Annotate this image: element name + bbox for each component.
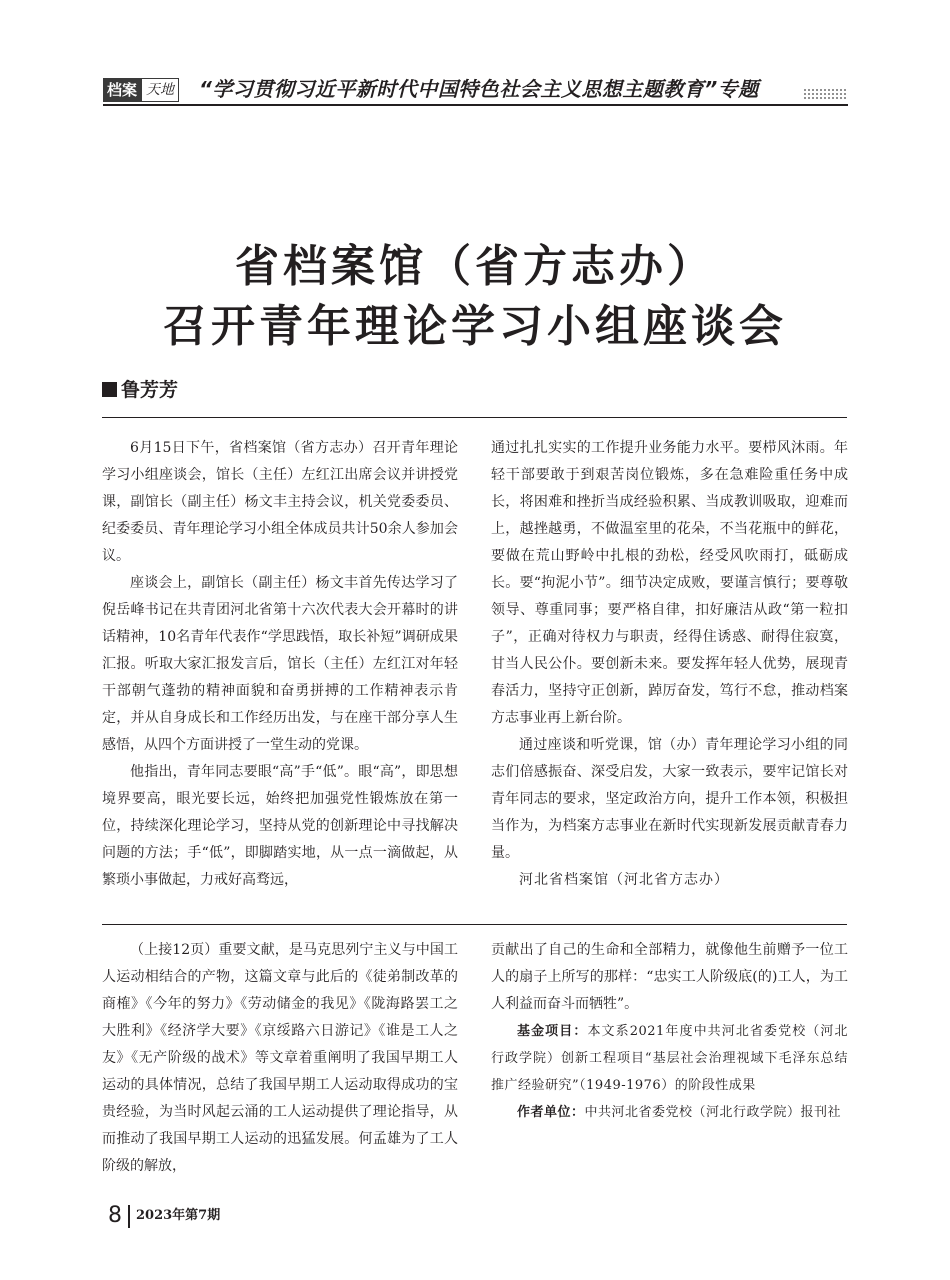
paragraph: 通过扎扎实实的工作提升业务能力水平。要栉风沐雨。年轻干部要敢于到艰苦岗位锻炼，多在急难险重任务中成长，将困难和挫折当成经验积累、当成教训吸取，迎难而上，越挫越勇，不做温室里的花朵，不当花瓶中的鲜花，要做在荒山野岭中扎根的劲松，经受风吹雨打，砥砺成长。要“拘泥小节”。细节决定成败，要谨言慎行；要尊敬领导、尊重同事；要严格自律，扣好廉洁从政“第一粒扣子”，正确对待权力与职责，经得住诱惑、耐得住寂寞，甘当人民公仆。要创新未来。要发挥年轻人优势，展现青春活力，坚持守正创新，踔厉奋发，笃行不怠，推动档案方志事业再上新台阶。 bbox=[491, 440, 848, 726]
header-rule bbox=[103, 104, 848, 106]
divider-bottom bbox=[102, 924, 847, 925]
article-title-line2: 召开青年理论学习小组座谈会 bbox=[163, 301, 787, 352]
author-unit-note bbox=[491, 1099, 848, 1126]
column-badge-archive: 档案 bbox=[103, 78, 141, 102]
author-name: 鲁芳芳 bbox=[121, 379, 179, 401]
fund-note bbox=[491, 1018, 848, 1099]
issue-label: 2023年第7期 bbox=[136, 1208, 221, 1223]
article-column-left bbox=[102, 435, 458, 894]
continued-column-left bbox=[102, 937, 458, 1180]
fund-label: 基金项目： bbox=[517, 1024, 588, 1039]
author-byline bbox=[102, 375, 178, 402]
unit-label: 作者单位： bbox=[517, 1105, 585, 1120]
square-bullet-icon bbox=[102, 382, 117, 397]
fund-text: 本文系2021年度中共河北省委党校（河北行政学院）创新工程项目“基层社会治理视域下毛泽东总结推广经验研究”（1949-1976）的阶段性成果 bbox=[491, 1024, 848, 1093]
paragraph: 贡献出了自己的生命和全部精力，就像他生前赠予一位工人的扇子上所写的那样：“忠实工人阶级底(的)工人，为工人利益而奋斗而牺牲”。 bbox=[491, 942, 848, 1012]
paragraph: 通过座谈和听党课，馆（办）青年理论学习小组的同志们倍感振奋、深受启发，大家一致表示，要牢记馆长对青年同志的要求，坚定政治方向，提升工作本领，积极担当作为，为档案方志事业在新时代实现新发展贡献青春力量。 bbox=[491, 737, 848, 861]
article-title-line1: 省档案馆（省方志办） bbox=[235, 241, 715, 292]
column-badge-world: 天地 bbox=[141, 78, 179, 102]
unit-text: 中共河北省委党校（河北行政学院）报刊社 bbox=[584, 1105, 842, 1120]
paragraph: 他指出，青年同志要眼“高”手“低”。眼“高”，即思想境界要高，眼光要长远，始终把加强党性锻炼放在第一位，持续深化理论学习，坚持从党的创新理论中寻找解决问题的方法；手“低”，即脚踏实地，从一点一滴做起，从繁琐小事做起，力戒好高骛远， bbox=[102, 764, 458, 888]
divider-top bbox=[102, 417, 847, 418]
paragraph: （上接12页）重要文献，是马克思列宁主义与中国工人运动相结合的产物，这篇文章与此后的《徒弟制改革的商榷》《今年的努力》《劳动储金的我见》《陇海路罢工之大胜利》《经济学大要》《京绥路六日游记》《谁是工人之友》《无产阶级的战术》等文章着重阐明了我国早期工人运动的具体情况，总结了我国早期工人运动取得成功的宝贵经验，为当时风起云涌的工人运动提供了理论指导，从而推动了我国早期工人运动的迅猛发展。何孟雄为了工人阶级的解放， bbox=[102, 942, 458, 1174]
special-topic-title: “学习贯彻习近平新时代中国特色社会主义思想主题教育”专题 bbox=[199, 77, 759, 101]
header-dot-pattern bbox=[803, 88, 847, 100]
article-column-right bbox=[491, 435, 848, 894]
section-header bbox=[103, 74, 843, 104]
continued-column-right bbox=[491, 937, 848, 1126]
source-signature: 河北省档案馆（河北省方志办） bbox=[519, 872, 729, 888]
paragraph: 6月15日下午，省档案馆（省方志办）召开青年理论学习小组座谈会，馆长（主任）左红江出席会议并讲授党课，副馆长（副主任）杨文丰主持会议，机关党委委员、纪委委员、青年理论学习小组全体成员共计50余人参加会议。 bbox=[102, 440, 458, 564]
paragraph: 座谈会上，副馆长（副主任）杨文丰首先传达学习了倪岳峰书记在共青团河北省第十六次代表大会开幕时的讲话精神，10名青年代表作“学思践悟，取长补短”调研成果汇报。听取大家汇报发言后，馆长（主任）左红江对年轻干部朝气蓬勃的精神面貌和奋勇拼搏的工作精神表示肯定，并从自身成长和工作经历出发，与在座干部分享人生感悟，从四个方面讲授了一堂生动的党课。 bbox=[102, 575, 458, 753]
page-number: 8 bbox=[108, 1203, 122, 1228]
footer-divider bbox=[128, 1205, 130, 1228]
